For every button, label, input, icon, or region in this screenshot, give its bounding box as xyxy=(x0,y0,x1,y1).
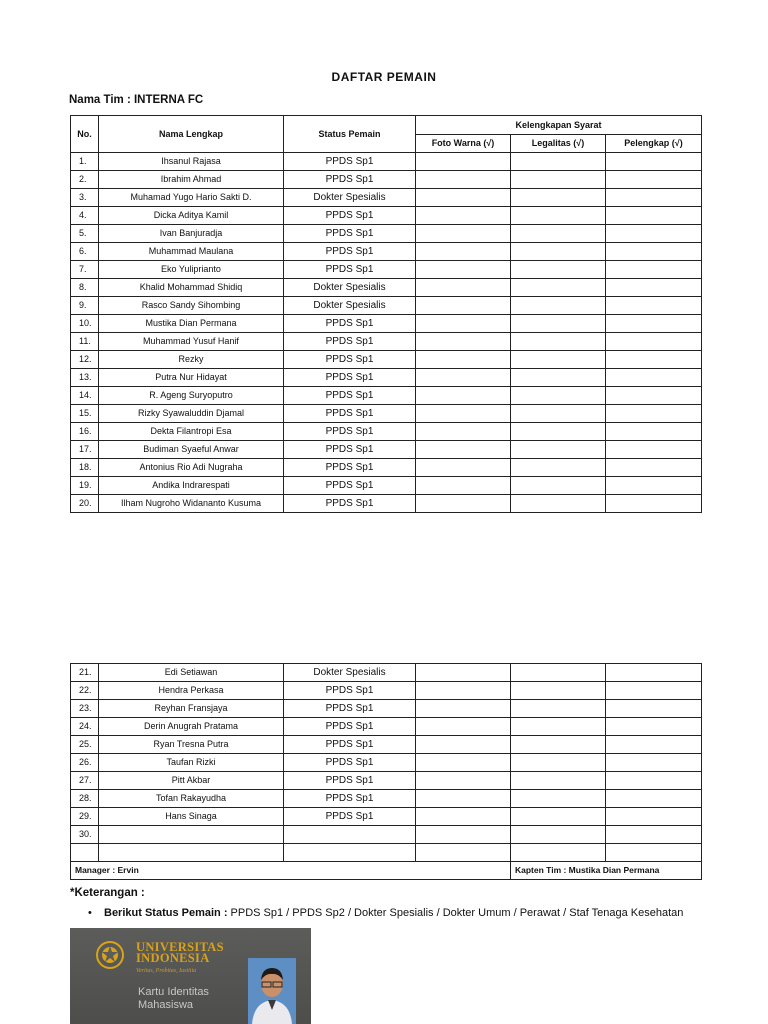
row-number: 14. xyxy=(71,387,99,405)
row-number: 17. xyxy=(71,441,99,459)
row-number: 11. xyxy=(71,333,99,351)
pelengkap-check-cell xyxy=(606,477,702,495)
player-status: PPDS Sp1 xyxy=(284,387,416,405)
player-name: R. Ageng Suryoputro xyxy=(99,387,284,405)
legalitas-check-cell xyxy=(511,682,606,700)
foto-check-cell xyxy=(416,664,511,682)
notes-item xyxy=(88,907,683,919)
pelengkap-check-cell xyxy=(606,351,702,369)
legalitas-check-cell xyxy=(511,664,606,682)
foto-check-cell xyxy=(416,459,511,477)
player-status: PPDS Sp1 xyxy=(284,682,416,700)
player-name: Dekta Filantropi Esa xyxy=(99,423,284,441)
legalitas-check-cell xyxy=(511,495,606,513)
player-status: PPDS Sp1 xyxy=(284,736,416,754)
player-status: PPDS Sp1 xyxy=(284,171,416,189)
row-number: 19. xyxy=(71,477,99,495)
foto-check-cell xyxy=(416,736,511,754)
row-number: 1. xyxy=(71,153,99,171)
player-name: Andika Indrarespati xyxy=(99,477,284,495)
player-name: Tofan Rakayudha xyxy=(99,790,284,808)
pelengkap-check-cell xyxy=(606,297,702,315)
university-motto: Veritas, Probitas, Iustitia xyxy=(136,968,197,974)
table-row xyxy=(71,387,702,405)
row-number: 29. xyxy=(71,808,99,826)
foto-check-cell xyxy=(416,477,511,495)
bullet-icon: • xyxy=(88,907,92,919)
pelengkap-check-cell xyxy=(606,736,702,754)
player-status: Dokter Spesialis xyxy=(284,279,416,297)
player-name: Eko Yuliprianto xyxy=(99,261,284,279)
legalitas-check-cell xyxy=(511,189,606,207)
player-name: Hendra Perkasa xyxy=(99,682,284,700)
university-name: UNIVERSITAS INDONESIA xyxy=(136,940,224,965)
table-row xyxy=(71,718,702,736)
legalitas-check-cell xyxy=(511,477,606,495)
table-row xyxy=(71,441,702,459)
table-row xyxy=(71,459,702,477)
legalitas-check-cell xyxy=(511,261,606,279)
player-status: PPDS Sp1 xyxy=(284,369,416,387)
legalitas-check-cell xyxy=(511,297,606,315)
foto-check-cell xyxy=(416,243,511,261)
legalitas-check-cell xyxy=(511,441,606,459)
table-row xyxy=(71,333,702,351)
player-status: PPDS Sp1 xyxy=(284,315,416,333)
player-status: PPDS Sp1 xyxy=(284,243,416,261)
pelengkap-check-cell xyxy=(606,790,702,808)
player-name: Dicka Aditya Kamil xyxy=(99,207,284,225)
legalitas-check-cell xyxy=(511,153,606,171)
header-pelengkap: Pelengkap (√) xyxy=(606,135,702,153)
player-status xyxy=(284,826,416,844)
row-number: 27. xyxy=(71,772,99,790)
foto-check-cell xyxy=(416,405,511,423)
row-number: 2. xyxy=(71,171,99,189)
player-name xyxy=(99,826,284,844)
foto-check-cell xyxy=(416,844,511,862)
row-number xyxy=(71,844,99,862)
row-number: 4. xyxy=(71,207,99,225)
table-row xyxy=(71,405,702,423)
row-number: 20. xyxy=(71,495,99,513)
foto-check-cell xyxy=(416,826,511,844)
foto-check-cell xyxy=(416,315,511,333)
player-name: Ilham Nugroho Widananto Kusuma xyxy=(99,495,284,513)
row-number: 30. xyxy=(71,826,99,844)
player-name: Muhammad Maulana xyxy=(99,243,284,261)
pelengkap-check-cell xyxy=(606,682,702,700)
player-name: Derin Anugrah Pratama xyxy=(99,718,284,736)
team-name: Nama Tim : INTERNA FC xyxy=(69,94,204,106)
foto-check-cell xyxy=(416,441,511,459)
player-status: PPDS Sp1 xyxy=(284,790,416,808)
pelengkap-check-cell xyxy=(606,718,702,736)
card-type: Kartu Identitas Mahasiswa xyxy=(138,986,209,1011)
foto-check-cell xyxy=(416,225,511,243)
pelengkap-check-cell xyxy=(606,279,702,297)
player-status: PPDS Sp1 xyxy=(284,772,416,790)
foto-check-cell xyxy=(416,772,511,790)
player-status: PPDS Sp1 xyxy=(284,207,416,225)
legalitas-check-cell xyxy=(511,333,606,351)
legalitas-check-cell xyxy=(511,387,606,405)
player-name: Taufan Rizki xyxy=(99,754,284,772)
notes-item-label: Berikut Status Pemain : xyxy=(104,907,228,919)
table-row xyxy=(71,808,702,826)
legalitas-check-cell xyxy=(511,279,606,297)
legalitas-check-cell xyxy=(511,225,606,243)
player-status: PPDS Sp1 xyxy=(284,495,416,513)
player-name: Pitt Akbar xyxy=(99,772,284,790)
pelengkap-check-cell xyxy=(606,387,702,405)
player-name xyxy=(99,844,284,862)
foto-check-cell xyxy=(416,279,511,297)
table-row xyxy=(71,844,702,862)
pelengkap-check-cell xyxy=(606,207,702,225)
foto-check-cell xyxy=(416,153,511,171)
pelengkap-check-cell xyxy=(606,844,702,862)
pelengkap-check-cell xyxy=(606,754,702,772)
player-name: Muhammad Yusuf Hanif xyxy=(99,333,284,351)
legalitas-check-cell xyxy=(511,808,606,826)
pelengkap-check-cell xyxy=(606,495,702,513)
table-row xyxy=(71,207,702,225)
row-number: 16. xyxy=(71,423,99,441)
player-status: PPDS Sp1 xyxy=(284,423,416,441)
player-status: Dokter Spesialis xyxy=(284,189,416,207)
table-row xyxy=(71,153,702,171)
row-number: 23. xyxy=(71,700,99,718)
player-status: PPDS Sp1 xyxy=(284,459,416,477)
table-row xyxy=(71,736,702,754)
pelengkap-check-cell xyxy=(606,333,702,351)
legalitas-check-cell xyxy=(511,369,606,387)
legalitas-check-cell xyxy=(511,790,606,808)
row-number: 25. xyxy=(71,736,99,754)
foto-check-cell xyxy=(416,297,511,315)
player-status xyxy=(284,844,416,862)
pelengkap-check-cell xyxy=(606,369,702,387)
pelengkap-check-cell xyxy=(606,225,702,243)
legalitas-check-cell xyxy=(511,351,606,369)
table-row xyxy=(71,171,702,189)
player-name: Reyhan Fransjaya xyxy=(99,700,284,718)
player-name: Ryan Tresna Putra xyxy=(99,736,284,754)
row-number: 21. xyxy=(71,664,99,682)
pelengkap-check-cell xyxy=(606,441,702,459)
table-row xyxy=(71,279,702,297)
table-row xyxy=(71,423,702,441)
legalitas-check-cell xyxy=(511,700,606,718)
table-row xyxy=(71,495,702,513)
player-name: Ibrahim Ahmad xyxy=(99,171,284,189)
header-status: Status Pemain xyxy=(284,116,416,153)
legalitas-check-cell xyxy=(511,243,606,261)
legalitas-check-cell xyxy=(511,736,606,754)
table-row xyxy=(71,225,702,243)
player-name: Budiman Syaeful Anwar xyxy=(99,441,284,459)
legalitas-check-cell xyxy=(511,826,606,844)
player-status: PPDS Sp1 xyxy=(284,441,416,459)
row-number: 26. xyxy=(71,754,99,772)
manager-cell: Manager : Ervin xyxy=(71,862,511,880)
row-number: 22. xyxy=(71,682,99,700)
legalitas-check-cell xyxy=(511,754,606,772)
table-row xyxy=(71,297,702,315)
header-legalitas: Legalitas (√) xyxy=(511,135,606,153)
row-number: 6. xyxy=(71,243,99,261)
table-row xyxy=(71,369,702,387)
table-row xyxy=(71,754,702,772)
pelengkap-check-cell xyxy=(606,261,702,279)
foto-check-cell xyxy=(416,754,511,772)
row-number: 28. xyxy=(71,790,99,808)
player-status: Dokter Spesialis xyxy=(284,664,416,682)
row-number: 10. xyxy=(71,315,99,333)
student-photo xyxy=(248,958,296,1024)
student-id-card xyxy=(70,928,311,1024)
table-row xyxy=(71,261,702,279)
pelengkap-check-cell xyxy=(606,664,702,682)
pelengkap-check-cell xyxy=(606,808,702,826)
foto-check-cell xyxy=(416,207,511,225)
table-row xyxy=(71,477,702,495)
pelengkap-check-cell xyxy=(606,826,702,844)
player-status: PPDS Sp1 xyxy=(284,333,416,351)
notes-item-text: PPDS Sp1 / PPDS Sp2 / Dokter Spesialis / Dokter Umum / Perawat / Staf Tenaga Kesehatan xyxy=(230,907,684,919)
foto-check-cell xyxy=(416,423,511,441)
row-number: 24. xyxy=(71,718,99,736)
player-name: Putra Nur Hidayat xyxy=(99,369,284,387)
player-status: PPDS Sp1 xyxy=(284,754,416,772)
table-row xyxy=(71,243,702,261)
foto-check-cell xyxy=(416,333,511,351)
pelengkap-check-cell xyxy=(606,153,702,171)
legalitas-check-cell xyxy=(511,844,606,862)
legalitas-check-cell xyxy=(511,423,606,441)
legalitas-check-cell xyxy=(511,207,606,225)
player-name: Ihsanul Rajasa xyxy=(99,153,284,171)
player-name: Hans Sinaga xyxy=(99,808,284,826)
table-row xyxy=(71,790,702,808)
foto-check-cell xyxy=(416,682,511,700)
player-name: Rezky xyxy=(99,351,284,369)
legalitas-check-cell xyxy=(511,315,606,333)
player-status: PPDS Sp1 xyxy=(284,261,416,279)
player-status: PPDS Sp1 xyxy=(284,351,416,369)
player-table-part1 xyxy=(70,115,702,513)
legalitas-check-cell xyxy=(511,171,606,189)
row-number: 7. xyxy=(71,261,99,279)
row-number: 12. xyxy=(71,351,99,369)
player-status: Dokter Spesialis xyxy=(284,297,416,315)
foto-check-cell xyxy=(416,808,511,826)
foto-check-cell xyxy=(416,718,511,736)
player-name: Rasco Sandy Sihombing xyxy=(99,297,284,315)
captain-cell: Kapten Tim : Mustika Dian Permana xyxy=(511,862,702,880)
player-table-part2 xyxy=(70,663,702,880)
foto-check-cell xyxy=(416,171,511,189)
player-status: PPDS Sp1 xyxy=(284,477,416,495)
header-foto: Foto Warna (√) xyxy=(416,135,511,153)
row-number: 8. xyxy=(71,279,99,297)
legalitas-check-cell xyxy=(511,772,606,790)
foto-check-cell xyxy=(416,700,511,718)
row-number: 9. xyxy=(71,297,99,315)
table-row xyxy=(71,315,702,333)
player-status: PPDS Sp1 xyxy=(284,700,416,718)
player-name: Muhamad Yugo Hario Sakti D. xyxy=(99,189,284,207)
row-number: 3. xyxy=(71,189,99,207)
pelengkap-check-cell xyxy=(606,171,702,189)
pelengkap-check-cell xyxy=(606,189,702,207)
table-row xyxy=(71,700,702,718)
legalitas-check-cell xyxy=(511,718,606,736)
row-number: 15. xyxy=(71,405,99,423)
player-status: PPDS Sp1 xyxy=(284,153,416,171)
foto-check-cell xyxy=(416,351,511,369)
player-status: PPDS Sp1 xyxy=(284,808,416,826)
table-row xyxy=(71,772,702,790)
player-name: Khalid Mohammad Shidiq xyxy=(99,279,284,297)
player-name: Antonius Rio Adi Nugraha xyxy=(99,459,284,477)
foto-check-cell xyxy=(416,369,511,387)
pelengkap-check-cell xyxy=(606,405,702,423)
table-row xyxy=(71,826,702,844)
header-no: No. xyxy=(71,116,99,153)
table-row xyxy=(71,189,702,207)
row-number: 5. xyxy=(71,225,99,243)
header-name: Nama Lengkap xyxy=(99,116,284,153)
player-name: Mustika Dian Permana xyxy=(99,315,284,333)
pelengkap-check-cell xyxy=(606,243,702,261)
player-name: Edi Setiawan xyxy=(99,664,284,682)
document-title: DAFTAR PEMAIN xyxy=(331,70,437,84)
table-row xyxy=(71,351,702,369)
row-number: 18. xyxy=(71,459,99,477)
player-name: Ivan Banjuradja xyxy=(99,225,284,243)
pelengkap-check-cell xyxy=(606,315,702,333)
pelengkap-check-cell xyxy=(606,700,702,718)
foto-check-cell xyxy=(416,189,511,207)
university-seal-icon xyxy=(95,940,125,970)
legalitas-check-cell xyxy=(511,459,606,477)
player-status: PPDS Sp1 xyxy=(284,405,416,423)
foto-check-cell xyxy=(416,387,511,405)
foto-check-cell xyxy=(416,790,511,808)
player-status: PPDS Sp1 xyxy=(284,225,416,243)
foto-check-cell xyxy=(416,495,511,513)
table-row xyxy=(71,682,702,700)
player-name: Rizky Syawaluddin Djamal xyxy=(99,405,284,423)
foto-check-cell xyxy=(416,261,511,279)
pelengkap-check-cell xyxy=(606,423,702,441)
header-requirements: Kelengkapan Syarat xyxy=(416,116,702,135)
legalitas-check-cell xyxy=(511,405,606,423)
player-status: PPDS Sp1 xyxy=(284,718,416,736)
pelengkap-check-cell xyxy=(606,772,702,790)
pelengkap-check-cell xyxy=(606,459,702,477)
notes-title: *Keterangan : xyxy=(70,887,145,899)
row-number: 13. xyxy=(71,369,99,387)
table-row xyxy=(71,664,702,682)
